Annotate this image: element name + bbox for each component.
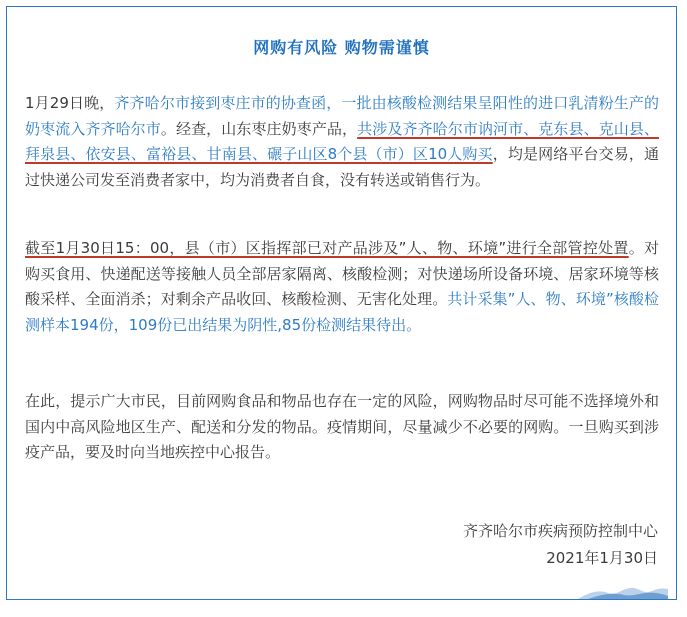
paragraph-advice: 在此，提示广大市民，目前网购食品和物品也存在一定的风险，网购物品时尽可能不选择境外和国内中高风险地区生产、配送和分发的物品。疫情期间，尽量减少不必要的网购。一旦购买到涉疫产品，要及时向当地疾控中心报告。 [25, 392, 659, 461]
p1-highlight-notice: 齐齐哈尔市接到枣庄市的协查函，一批由核酸检测结果呈阳性的进口乳清粉生产的奶枣流入齐齐哈尔市 [25, 94, 659, 138]
signature-org: 齐齐哈尔市疾病预防控制中心 [462, 522, 658, 540]
p1-highlight-affected-areas: 共涉及齐齐哈尔市讷河市、克东县、克山县、拜泉县、依安县、富裕县、甘南县、碾子山区8个县（市）区10人购买 [25, 119, 659, 163]
p2-highlight-control: 截至1月30日15：00，县（市）区指挥部已对产品涉及”人、物、环境”进行全部管控处置 [25, 239, 629, 257]
signature-date: 2021年1月30日 [546, 549, 658, 567]
notice-frame [6, 6, 677, 600]
p1-text: 。经查，山东枣庄奶枣产品， [160, 119, 358, 138]
paragraph-incident [25, 91, 659, 193]
p2-text: 。对购买食用、快递配送等接触人员全部居家隔离、核酸检测；对快递场所设备环境、居家环境等核酸采样、全面消杀；对剩余产品收回、核酸检测、无害化处理。 [25, 239, 659, 308]
p2-highlight-samples: 共计采集”人、物、环境”核酸检测样本194份，109份已出结果为阴性,85份检测结果待出。 [25, 290, 659, 334]
p1-date: 1月29日晚， [25, 94, 115, 112]
paragraph-response [25, 236, 659, 338]
notice-title: 网购有风险 购物需谨慎 [253, 38, 430, 57]
wave-decoration [578, 583, 668, 599]
p1-text-end: ，均是网络平台交易，通过快递公司发至消费者家中，均为消费者自食，没有转送或销售行为。 [25, 145, 659, 189]
